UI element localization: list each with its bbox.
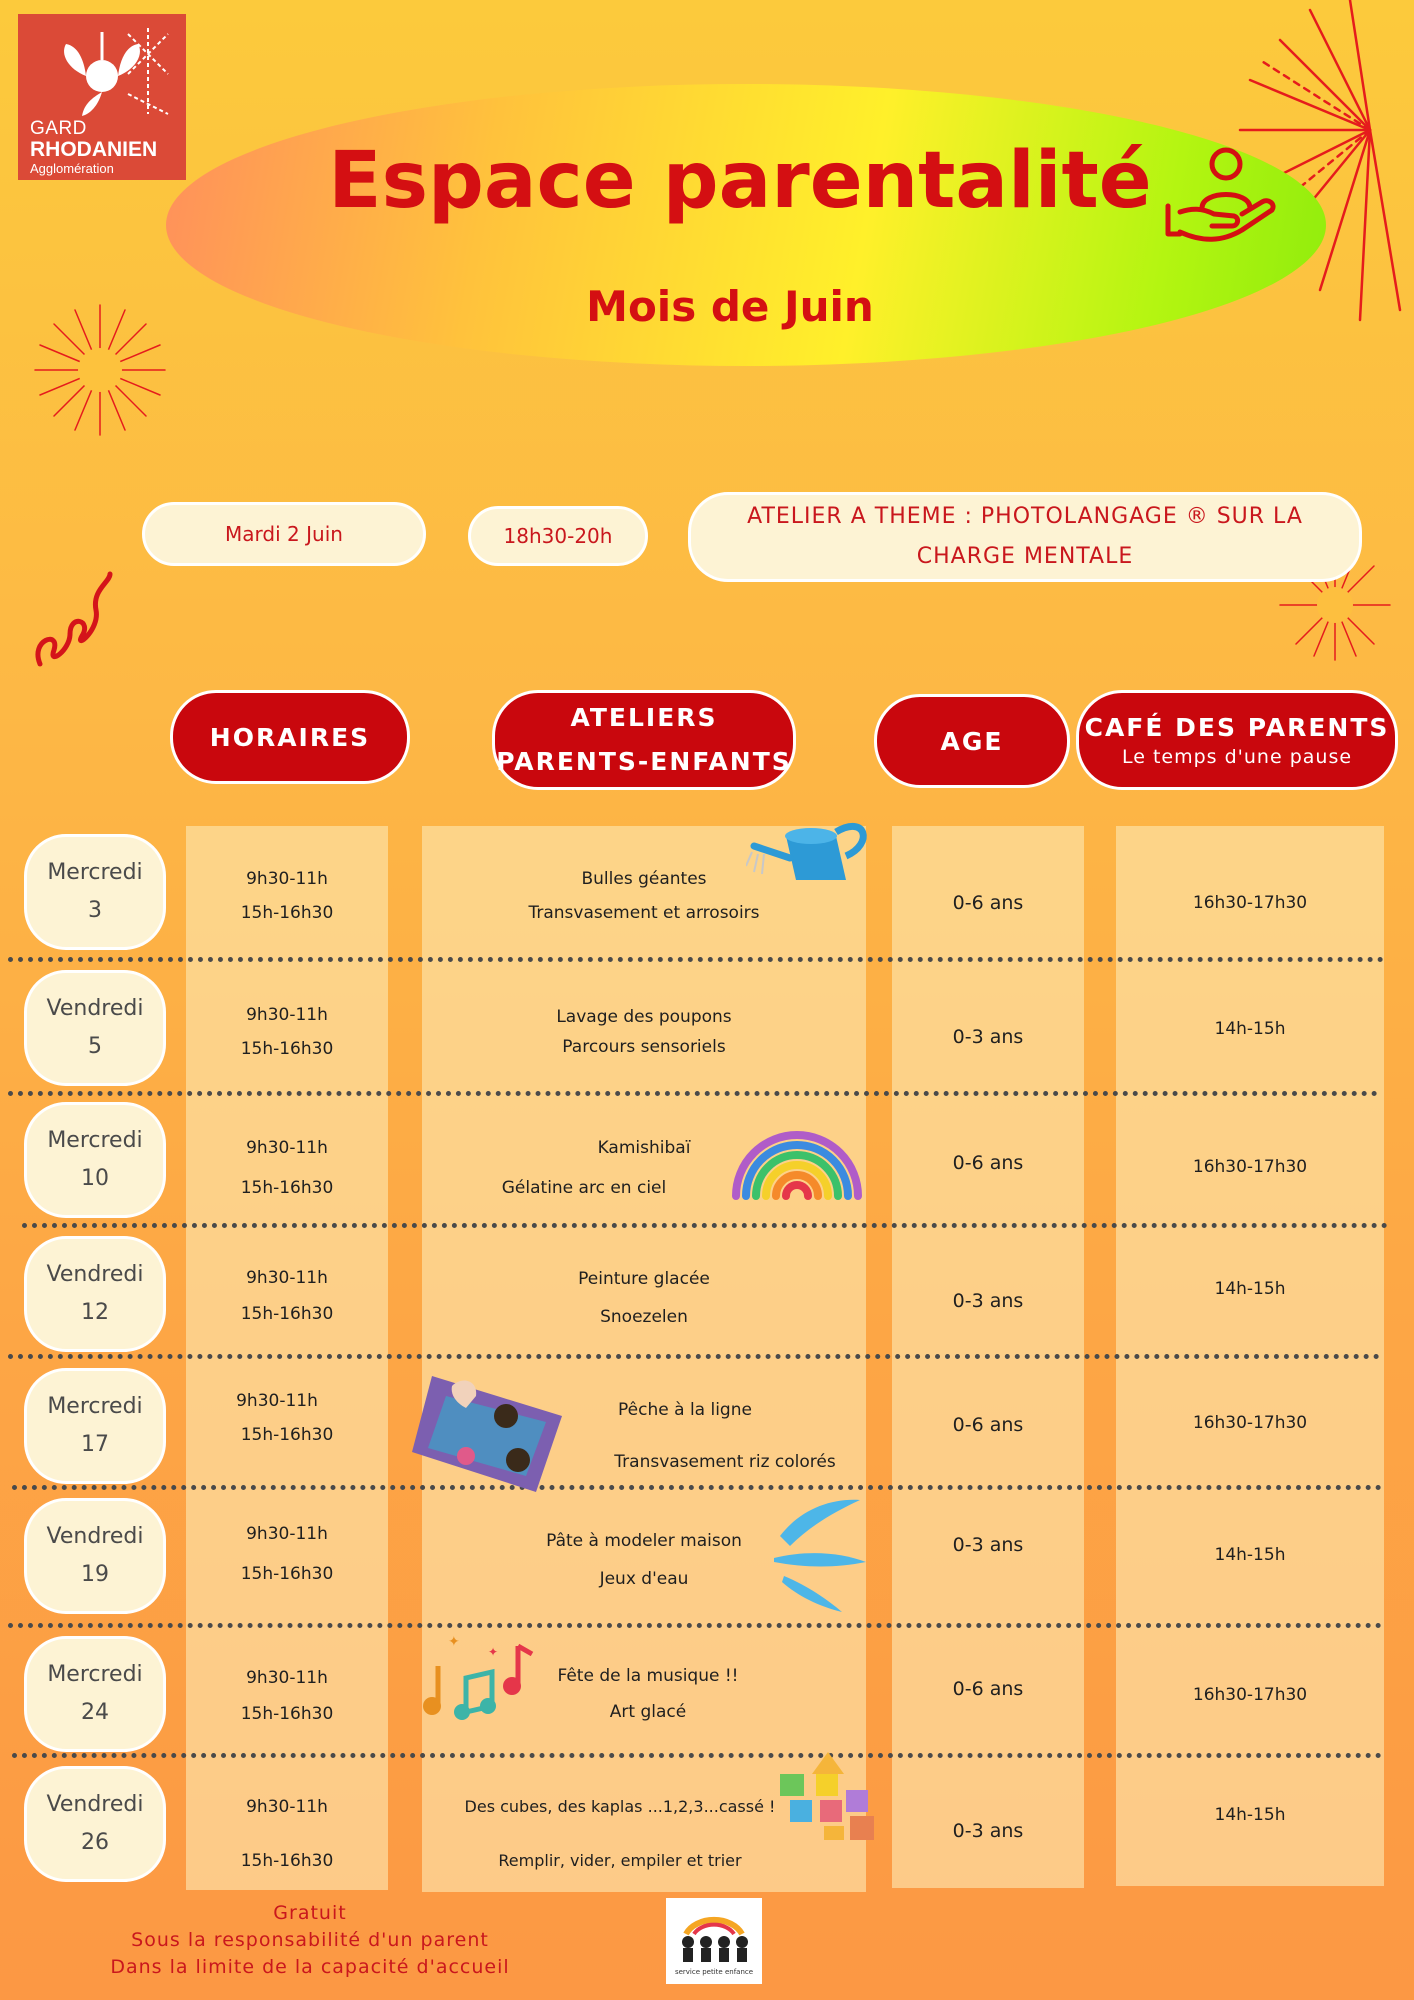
svg-text:✦: ✦ xyxy=(488,1645,499,1659)
cafe-cell: 14h-15h xyxy=(1214,1019,1286,1039)
horaires-cell xyxy=(186,998,388,1066)
day-pill xyxy=(24,1236,166,1352)
horaires-cell xyxy=(186,1514,388,1594)
footer-conditions xyxy=(50,1900,570,1981)
day-pill xyxy=(24,1636,166,1752)
day-name: Mercredi xyxy=(47,860,143,885)
day-pill xyxy=(24,970,166,1086)
row-divider xyxy=(8,1354,1380,1359)
row-divider xyxy=(8,957,1384,962)
horaire-morning: 9h30-11h xyxy=(246,1797,328,1817)
page-subtitle: Mois de Juin xyxy=(586,282,874,331)
atelier-2: Transvasement et arrosoirs xyxy=(528,903,760,923)
header-horaires: HORAIRES xyxy=(170,690,410,784)
row-divider xyxy=(12,1753,1382,1758)
row-divider xyxy=(22,1223,1388,1228)
atelier-1: Kamishibaï xyxy=(597,1138,691,1158)
header-cafe-subtitle: Le temps d'une pause xyxy=(1121,745,1353,768)
svg-text:✦: ✦ xyxy=(448,1634,460,1650)
day-name: Vendredi xyxy=(46,1262,144,1287)
horaire-morning: 9h30-11h xyxy=(246,1268,328,1288)
horaires-cell xyxy=(186,1260,388,1332)
water-splash-icon xyxy=(770,1496,866,1614)
toy-blocks-icon xyxy=(774,1746,878,1842)
day-number: 12 xyxy=(81,1300,109,1325)
day-number: 17 xyxy=(81,1432,109,1457)
day-pill xyxy=(24,1766,166,1882)
horaires-cell xyxy=(186,1128,388,1208)
header-age: AGE xyxy=(874,694,1070,788)
day-number: 10 xyxy=(81,1166,109,1191)
day-name: Mercredi xyxy=(47,1128,143,1153)
footer-line-3: Dans la limite de la capacité d'accueil xyxy=(110,1956,510,1978)
atelier-1: Bulles géantes xyxy=(581,869,707,889)
atelier-cell xyxy=(530,1658,766,1730)
logo-line-3: Agglomération xyxy=(30,161,114,176)
horaire-afternoon: 15h-16h30 xyxy=(240,903,334,923)
horaire-afternoon: 15h-16h30 xyxy=(240,1178,334,1198)
horaire-morning: 9h30-11h xyxy=(246,1005,328,1025)
atelier-cell xyxy=(422,1260,866,1336)
age-cell: 0-3 ans xyxy=(952,1820,1024,1842)
age-cell: 0-6 ans xyxy=(952,892,1024,914)
atelier-2: Gélatine arc en ciel xyxy=(501,1178,667,1198)
footer-line-1: Gratuit xyxy=(273,1902,347,1924)
horaires-cell xyxy=(186,1384,388,1452)
hand-care-icon xyxy=(1162,146,1282,246)
logo-line-2: RHODANIEN xyxy=(30,138,158,161)
day-number: 26 xyxy=(81,1830,109,1855)
horaire-morning: 9h30-11h xyxy=(246,869,328,889)
horaire-afternoon: 15h-16h30 xyxy=(240,1851,334,1871)
firework-left-icon xyxy=(28,300,172,440)
page-title: Espace parentalité xyxy=(328,136,1152,226)
day-pill xyxy=(24,1368,166,1484)
cafe-cell: 16h30-17h30 xyxy=(1192,893,1308,913)
colored-rice-photo xyxy=(406,1356,570,1494)
day-name: Vendredi xyxy=(46,996,144,1021)
horaire-afternoon: 15h-16h30 xyxy=(240,1039,334,1059)
horaire-morning: 9h30-11h xyxy=(246,1524,328,1544)
atelier-cell xyxy=(420,1780,820,1888)
age-cell: 0-6 ans xyxy=(952,1678,1024,1700)
row-divider xyxy=(8,1091,1378,1096)
day-name: Vendredi xyxy=(46,1792,144,1817)
spiral-streamer-icon xyxy=(30,570,114,674)
day-number: 24 xyxy=(81,1700,109,1725)
gard-rhodanien-logo xyxy=(18,14,186,180)
atelier-1: Pêche à la ligne xyxy=(618,1400,752,1420)
age-cell: 0-3 ans xyxy=(952,1534,1024,1556)
horaire-afternoon: 15h-16h30 xyxy=(240,1564,334,1584)
event-theme-pill xyxy=(688,492,1362,582)
day-name: Mercredi xyxy=(47,1662,143,1687)
day-number: 19 xyxy=(81,1562,109,1587)
day-name: Vendredi xyxy=(46,1524,144,1549)
atelier-2: Art glacé xyxy=(609,1702,687,1722)
day-number: 5 xyxy=(88,1034,102,1059)
horaires-cell xyxy=(186,1780,388,1888)
row-divider xyxy=(8,1623,1382,1628)
horaire-morning: 9h30-11h xyxy=(246,1138,328,1158)
atelier-1: Pâte à modeler maison xyxy=(546,1531,742,1551)
age-cell: 0-3 ans xyxy=(952,1026,1024,1048)
event-theme-line-1: ATELIER A THEME : PHOTOLANGAGE ® SUR LA xyxy=(747,504,1303,529)
cafe-cell: 14h-15h xyxy=(1214,1805,1286,1825)
day-number: 3 xyxy=(88,898,102,923)
cafe-cell: 16h30-17h30 xyxy=(1192,1685,1308,1705)
atelier-2: Remplir, vider, empiler et trier xyxy=(498,1851,742,1870)
header-cafe-title: CAFÉ DES PARENTS xyxy=(1084,712,1390,742)
cafe-cell: 14h-15h xyxy=(1214,1545,1286,1565)
watering-can-icon xyxy=(746,796,876,892)
horaire-afternoon: 15h-16h30 xyxy=(240,1704,334,1724)
badge-caption: service petite enfance xyxy=(674,1968,754,1976)
day-pill xyxy=(24,1498,166,1614)
footer-line-2: Sous la responsabilité d'un parent xyxy=(131,1929,489,1951)
atelier-2: Jeux d'eau xyxy=(599,1569,689,1589)
horaire-morning: 9h30-11h xyxy=(236,1391,318,1411)
horaire-afternoon: 15h-16h30 xyxy=(240,1304,334,1324)
header-ateliers-line-1: ATELIERS xyxy=(570,703,718,732)
atelier-1: Fête de la musique !! xyxy=(557,1666,739,1686)
event-date-pill: Mardi 2 Juin xyxy=(142,502,426,566)
age-cell: 0-6 ans xyxy=(952,1414,1024,1436)
atelier-2: Snoezelen xyxy=(600,1307,688,1327)
day-name: Mercredi xyxy=(47,1394,143,1419)
horaires-cell xyxy=(186,862,388,930)
age-cell: 0-3 ans xyxy=(952,1290,1024,1312)
atelier-1: Lavage des poupons xyxy=(556,1007,732,1027)
logo-line-1: GARD xyxy=(30,118,87,139)
atelier-cell xyxy=(540,1384,870,1488)
music-notes-icon xyxy=(418,1626,538,1722)
atelier-2: Parcours sensoriels xyxy=(562,1037,726,1057)
event-time-pill: 18h30-20h xyxy=(468,506,648,566)
event-theme-line-2: CHARGE MENTALE xyxy=(916,544,1134,569)
logo-emblem-icon xyxy=(18,14,186,118)
horaire-morning: 9h30-11h xyxy=(246,1668,328,1688)
header-ateliers xyxy=(492,690,796,790)
atelier-cell xyxy=(422,1002,866,1062)
header-cafe xyxy=(1076,690,1398,790)
day-pill xyxy=(24,834,166,950)
service-petite-enfance-logo xyxy=(666,1898,762,1984)
atelier-1: Des cubes, des kaplas ...1,2,3...cassé ! xyxy=(464,1797,776,1816)
horaire-afternoon: 15h-16h30 xyxy=(240,1425,334,1445)
atelier-1: Peinture glacée xyxy=(578,1269,710,1289)
atelier-2: Transvasement riz colorés xyxy=(614,1452,836,1472)
day-pill xyxy=(24,1102,166,1218)
rainbow-icon xyxy=(730,1124,864,1200)
header-ateliers-line-2: PARENTS-ENFANTS xyxy=(496,747,792,776)
age-cell: 0-6 ans xyxy=(952,1152,1024,1174)
horaires-cell xyxy=(186,1660,388,1732)
cafe-cell: 16h30-17h30 xyxy=(1192,1413,1308,1433)
cafe-cell: 14h-15h xyxy=(1214,1279,1286,1299)
children-group-icon xyxy=(666,1898,762,1968)
cafe-cell: 16h30-17h30 xyxy=(1192,1157,1308,1177)
